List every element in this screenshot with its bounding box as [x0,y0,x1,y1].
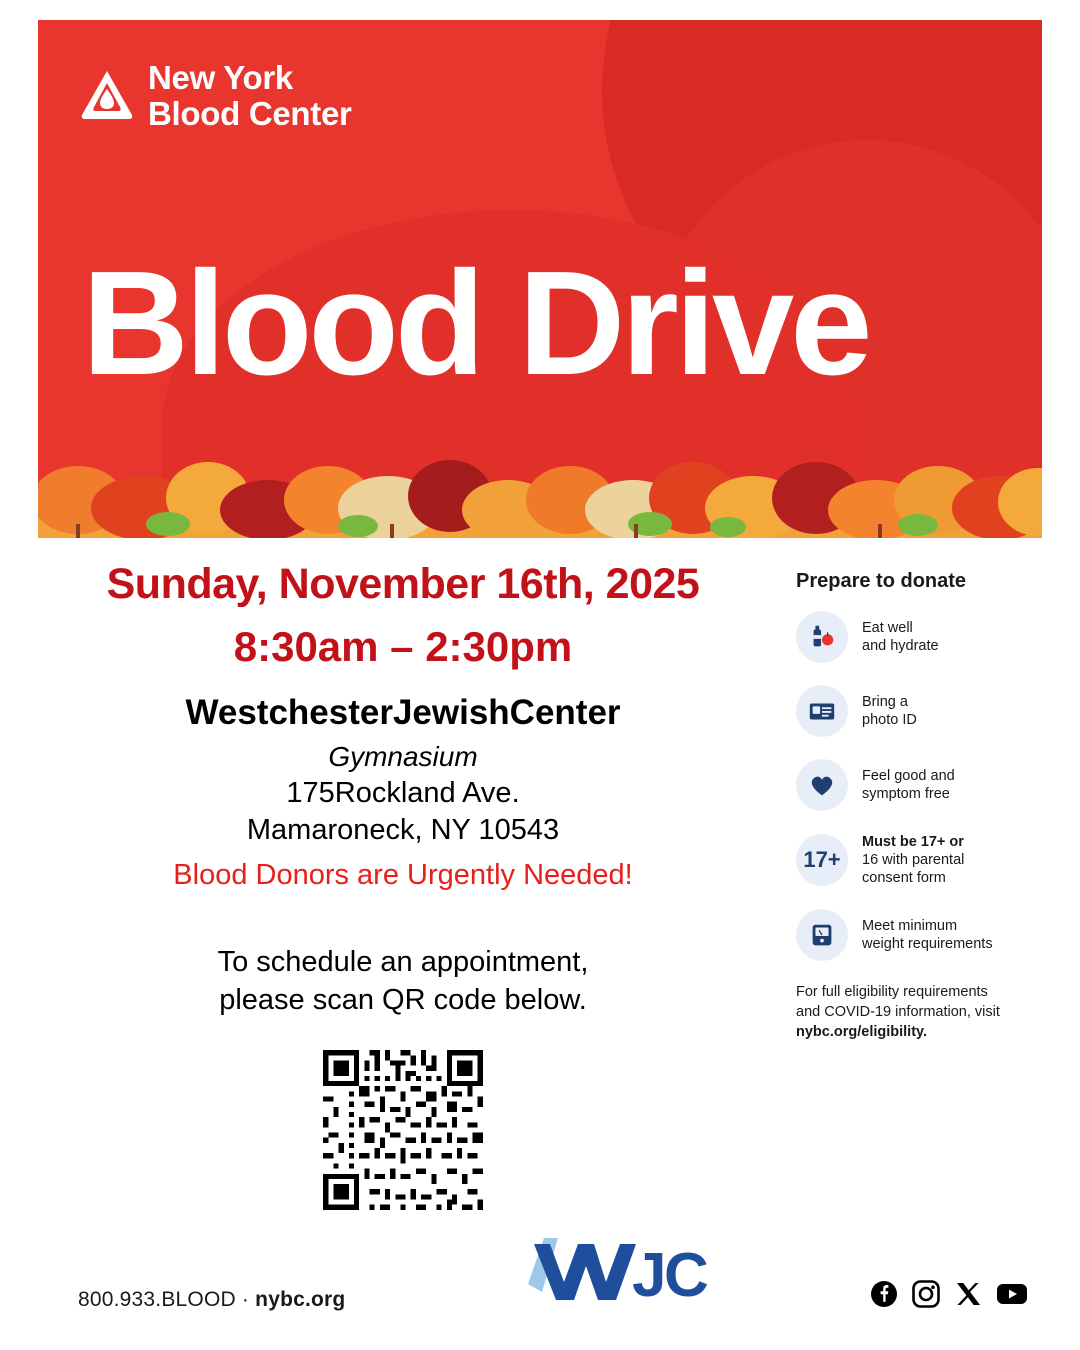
prepare-item-label [862,767,955,803]
autumn-leaves-decoration [38,428,1042,538]
event-time: 8:30am – 2:30pm [233,623,573,670]
eligibility-link[interactable]: nybc.org/eligibility. [796,1023,928,1040]
event-details [38,560,768,1215]
prepare-item-label [862,693,917,729]
age-badge-label: 17+ [803,847,841,873]
footer-website[interactable]: nybc.org [255,1288,346,1311]
schedule-line-2: please scan QR code below. [219,983,587,1016]
prepare-item-line1: Eat well [862,619,913,636]
instagram-icon[interactable] [912,1280,940,1308]
venue-city-state-zip: Mamaroneck, NY 10543 [246,814,560,846]
nybc-blood-drop-triangle-icon [80,69,134,123]
heart-icon [796,759,848,811]
prepare-item-photo-id [796,685,1046,737]
prepare-item-label [862,833,964,887]
svg-text:C: C [664,1241,709,1310]
appointment-qr-code[interactable] [318,1045,488,1215]
social-links [870,1280,1028,1308]
prepare-item-eat-well [796,611,1046,663]
prepare-item-line1: Bring a [862,693,908,710]
prepare-item-line2: photo ID [862,712,917,728]
venue-street: 175Rockland Ave. [286,777,520,809]
prepare-item-line2: 16 with parental [862,852,965,869]
prepare-item-line1: Must be 17+ or [862,834,964,850]
event-date: Sunday, November 16th, 2025 [106,560,700,608]
water-bottle-apple-icon [796,611,848,663]
eligibility-line-2: and COVID-19 information, visit [796,1003,1000,1020]
age-17-plus-icon [796,834,848,886]
eligibility-note [796,983,1046,1042]
prepare-item-line2: symptom free [862,786,950,802]
prepare-item-line3: consent form [862,870,946,887]
prepare-item-feel-good [796,759,1046,811]
logo-line-1: New York [148,59,293,96]
footer-phone-number: 800.933.BLOOD [78,1288,236,1311]
photo-id-card-icon [796,685,848,737]
facebook-icon[interactable] [870,1280,898,1308]
venue-room: Gymnasium [328,741,478,772]
youtube-icon[interactable] [996,1280,1028,1308]
scheduling-instructions [38,944,768,1019]
banner-title: Blood Drive [82,241,869,406]
x-twitter-icon[interactable] [954,1280,982,1308]
nybc-logo [80,60,352,131]
footer-contact [78,1288,345,1312]
logo-line-2: Blood Center [148,94,352,132]
prepare-title: Prepare to donate [796,570,967,592]
schedule-line-1: To schedule an appointment, [217,946,589,978]
eligibility-line-1: For full eligibility requirements [796,984,988,1001]
svg-text:J: J [632,1241,667,1310]
wjc-partner-logo [520,1230,730,1310]
weight-scale-icon [796,909,848,961]
urgent-notice: Blood Donors are Urgently Needed! [173,859,633,891]
prepare-item-weight [796,909,1046,961]
prepare-item-label [862,917,993,953]
prepare-to-donate-panel [796,570,1046,1042]
prepare-item-line1: Meet minimum [862,918,958,935]
footer-separator: · [241,1288,250,1311]
prepare-item-line2: weight requirements [862,936,993,953]
nybc-logo-text [148,60,352,131]
prepare-item-label [862,619,939,655]
hero-banner [38,20,1042,538]
prepare-item-line1: Feel good and [862,767,955,784]
venue-name: WestchesterJewishCenter [185,693,621,732]
prepare-item-age-requirement [796,833,1046,887]
prepare-item-line2: and hydrate [862,638,939,654]
